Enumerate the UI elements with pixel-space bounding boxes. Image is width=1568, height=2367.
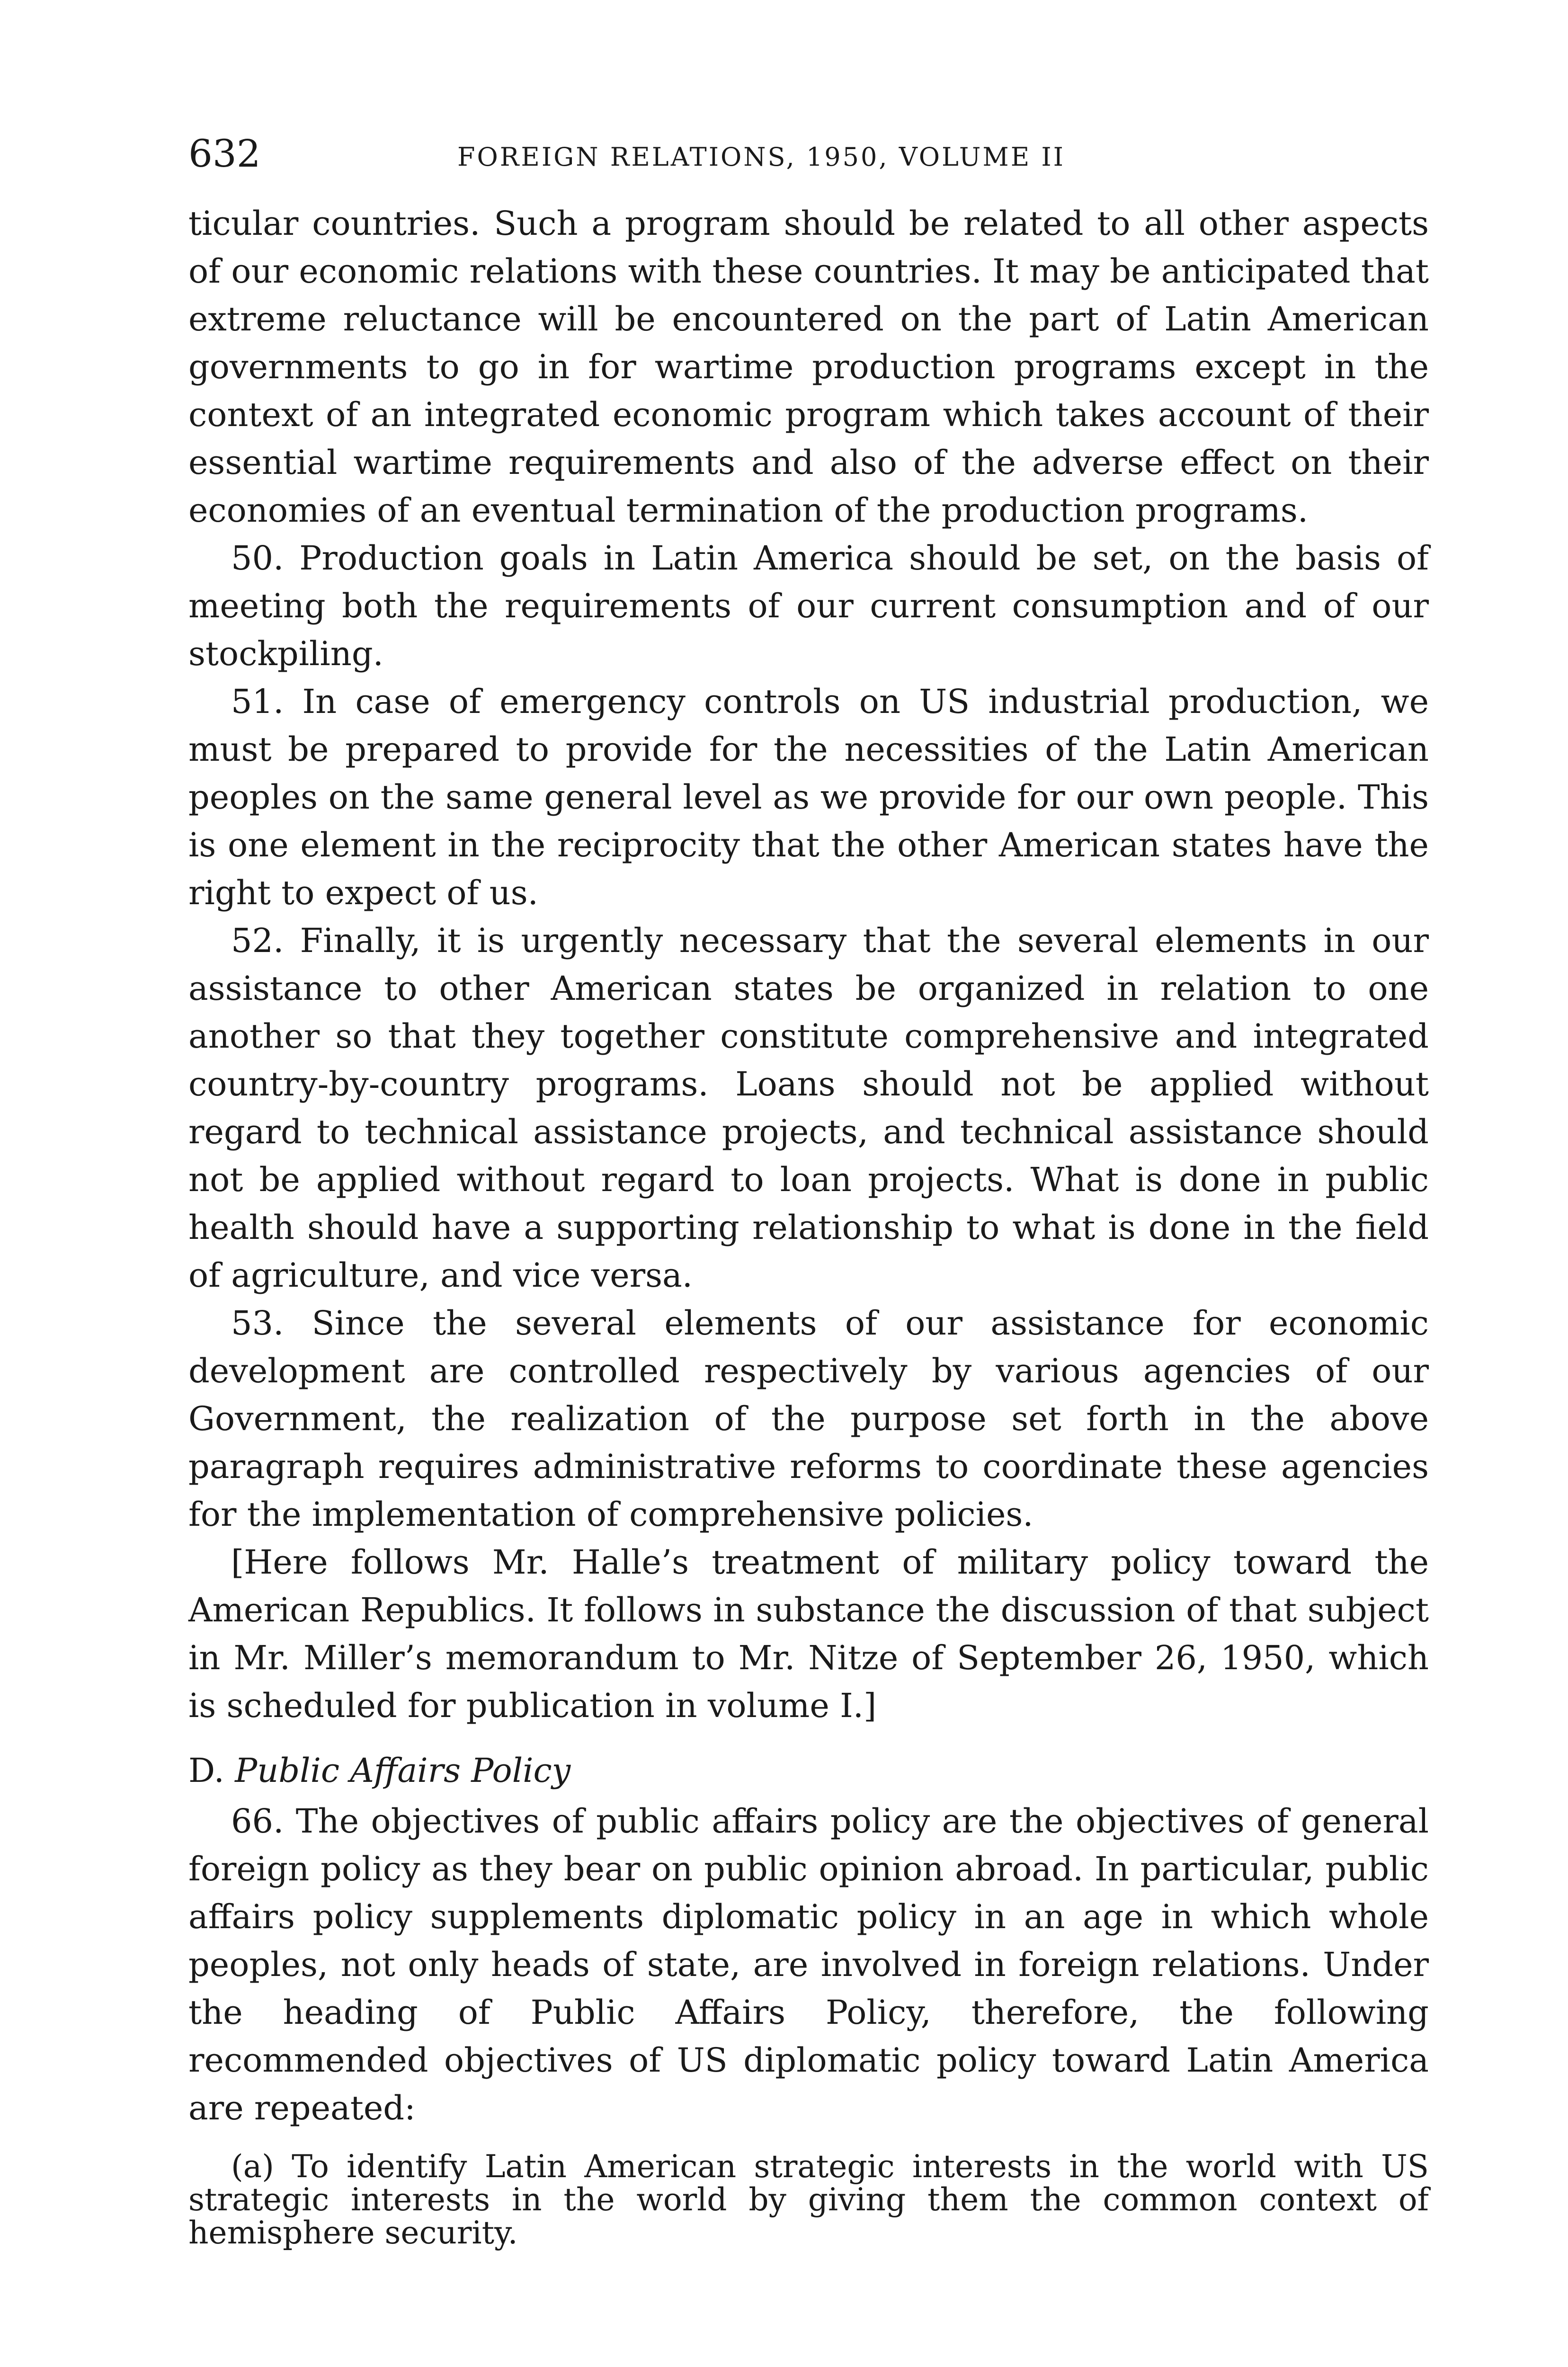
document-page (188, 128, 1429, 2281)
paragraph-50: 50. Production goals in Latin America should be set, on the basis of meeting both the requirements of our current consumption and of our stockpiling. (188, 539, 1429, 673)
section-heading (188, 1747, 1429, 1795)
section-letter: D. (188, 1751, 224, 1790)
paragraph-51: 51. In case of emergency controls on US industrial production, we must be prepared to provide for the necessities of the Latin American peoples on the same general level as we provide for our own people. This is one element in the reciprocity that the other American states have the right to expect of us. (188, 682, 1429, 912)
running-head-title: FOREIGN RELATIONS, 1950, VOLUME II (457, 142, 1065, 172)
section-title: Public Affairs Policy (235, 1751, 571, 1790)
editorial-note: [Here follows Mr. Halle’s treatment of military policy toward the American Republics. It follows in substance the discussion of that subject in Mr. Miller’s memorandum to Mr. Nitze of September 26, 1950, which is scheduled for publication in volume I.] (188, 1543, 1429, 1725)
subparagraph-a: (a) To identify Latin American strategic interests in the world with US strategic interests in the world by giving them the common context of hemisphere security. (188, 2148, 1429, 2251)
paragraph-53: 53. Since the several elements of our assistance for economic development are controlled respectively by various agencies of our Government, the realization of the purpose set forth in the above paragraph requires administrative reforms to coordinate these agencies for the implementation of comprehensive policies. (188, 1304, 1429, 1534)
paragraph-52: 52. Finally, it is urgently necessary that the several elements in our assistance to other American states be organized in relation to one another so that they together constitute comprehensive and integrated country-by-country programs. Loans should not be applied without regard to technical assistance projects, and technical assistance should not be applied without regard to loan projects. What is done in public health should have a supporting relationship to what is done in the field of agriculture, and vice versa. (188, 921, 1429, 1295)
paragraph-continued: ticular countries. Such a program should be related to all other aspects of our economic relations with these countries. It may be anticipated that extreme reluctance will be encountered on the part of Latin American governments to go in for wartime production programs except in the context of an integrated economic program which takes account of their essential wartime requirements and also of the adverse effect on their economies of an eventual termination of the production programs. (188, 204, 1429, 530)
paragraph-66: 66. The objectives of public affairs policy are the objectives of general foreign policy as they bear on public opinion abroad. In particular, public affairs policy supplements diplomatic policy in an age in which whole peoples, not only heads of state, are involved in foreign relations. Under the heading of Public Affairs Policy, therefore, the following recommended objectives of US diplomatic policy toward Latin America are repeated: (188, 1802, 1429, 2127)
page-number: 632 (188, 132, 261, 176)
running-head (188, 128, 1429, 180)
